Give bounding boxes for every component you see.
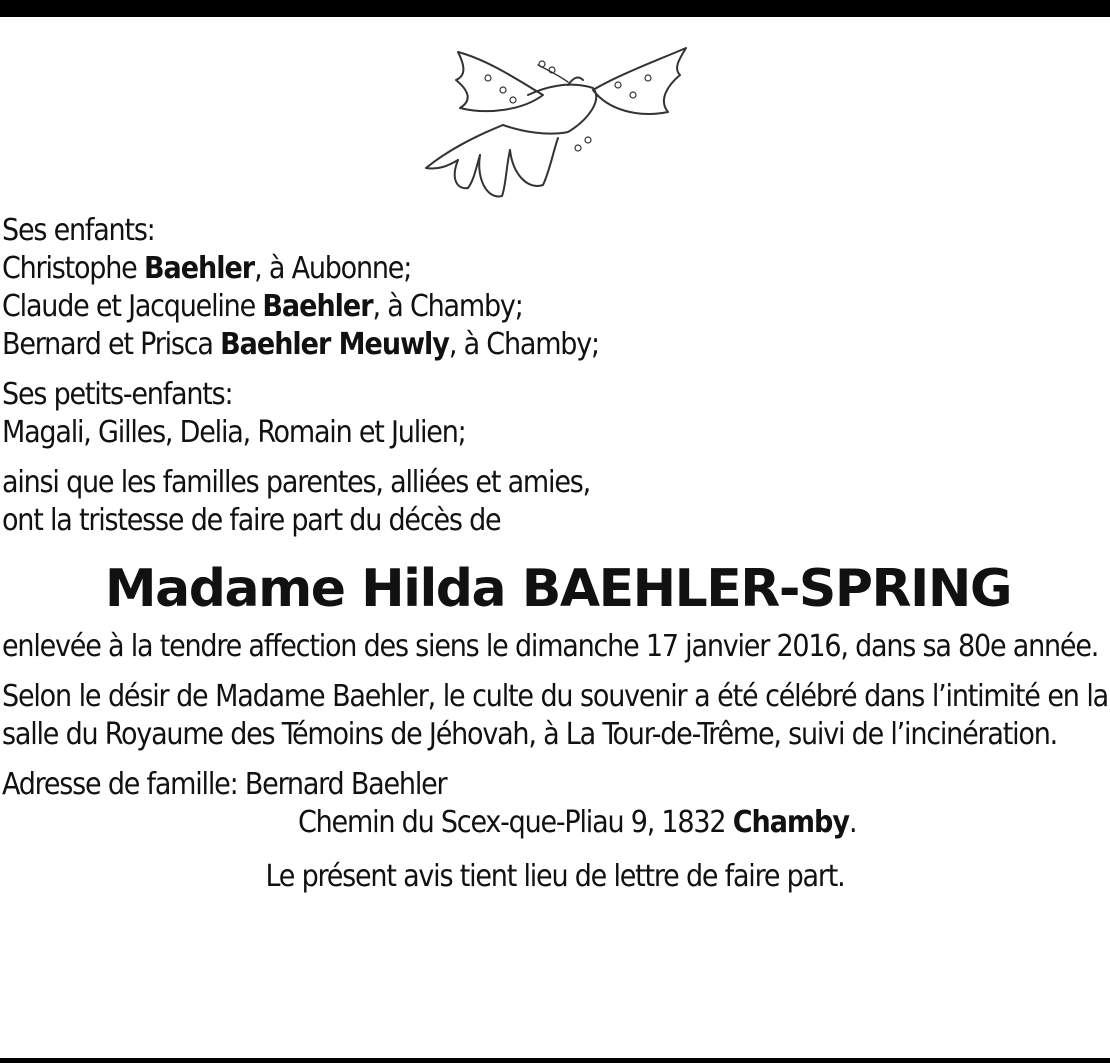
child-place: , à Chamby; bbox=[448, 327, 599, 362]
closing-line: Le présent avis tient lieu de lettre de faire part. bbox=[265, 859, 845, 894]
child-entry bbox=[2, 326, 1108, 364]
child-entry bbox=[2, 250, 1108, 288]
child-surname: Baehler bbox=[143, 251, 255, 286]
address-end: . bbox=[848, 805, 857, 840]
announcement-line: ont la tristesse de faire part du décès de bbox=[2, 503, 501, 538]
death-notice: enlevée à la tendre affection des siens le dimanche 17 janvier 2016, dans sa 80e année. bbox=[2, 629, 1099, 664]
child-place: , à Aubonne; bbox=[254, 251, 412, 286]
child-entry bbox=[2, 288, 1108, 326]
families-line: ainsi que les familles parentes, alliées et amies, bbox=[2, 465, 590, 500]
child-place: , à Chamby; bbox=[372, 289, 523, 324]
grandchildren-heading: Ses petits-enfants: bbox=[2, 377, 233, 412]
ceremony-text: Selon le désir de Madame Baehler, le culte du souvenir a été célébré dans l’intimité en la salle du Royaume des Témoins de Jéhovah, à La Tour-de-Trême, suivi de l’incinération. bbox=[2, 679, 1108, 752]
child-first-name: Christophe bbox=[2, 251, 144, 286]
grandchildren-names: Magali, Gilles, Delia, Romain et Julien; bbox=[2, 415, 466, 450]
ceremony-section bbox=[2, 678, 1108, 754]
children-section bbox=[2, 212, 1108, 364]
child-surname: Baehler bbox=[262, 289, 373, 324]
children-heading: Ses enfants: bbox=[2, 213, 155, 248]
address-street bbox=[2, 804, 1108, 842]
dove-icon bbox=[418, 40, 693, 202]
deceased-name: Madame Hilda BAEHLER-SPRING bbox=[104, 559, 1012, 619]
obituary-notice bbox=[2, 212, 1108, 896]
address-street-text: Chemin du Scex-que-Pliau 9, 1832 bbox=[298, 805, 733, 840]
family-address bbox=[2, 766, 1108, 842]
child-first-name: Bernard et Prisca bbox=[2, 327, 221, 362]
child-surname: Baehler Meuwly bbox=[220, 327, 449, 362]
families-section bbox=[2, 464, 1108, 540]
address-city: Chamby bbox=[732, 805, 849, 840]
bottom-border-rule bbox=[0, 1058, 1110, 1063]
death-notice-section bbox=[2, 628, 1108, 666]
address-label: Adresse de famille: Bernard Baehler bbox=[2, 767, 447, 802]
top-border-rule bbox=[0, 0, 1110, 17]
child-first-name: Claude et Jacqueline bbox=[2, 289, 263, 324]
grandchildren-section bbox=[2, 376, 1108, 452]
